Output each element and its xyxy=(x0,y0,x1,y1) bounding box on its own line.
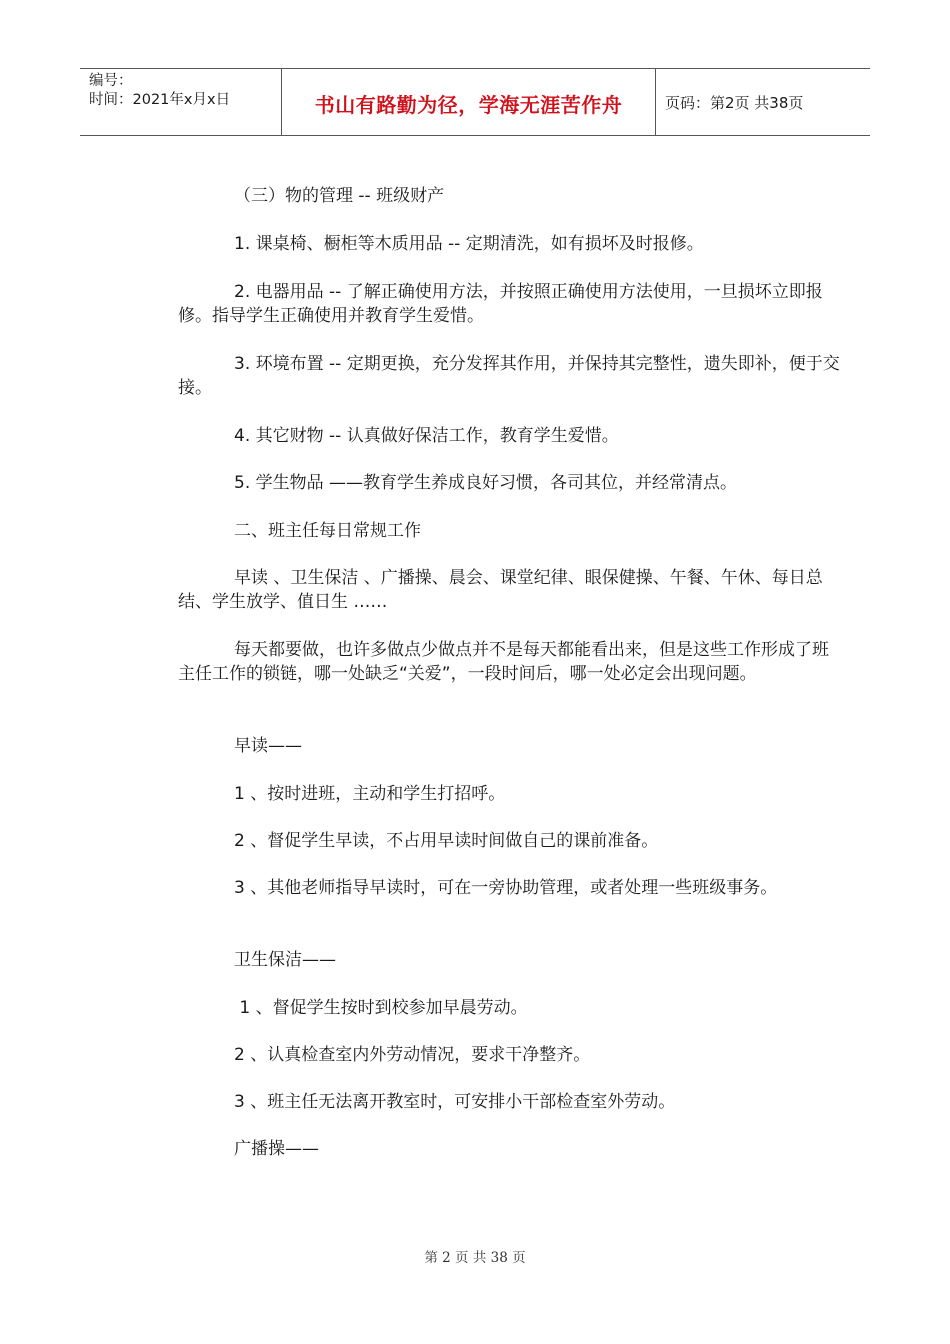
header-motto-cell xyxy=(282,69,656,135)
list-item: 1 、督促学生按时到校参加早晨劳动。 xyxy=(234,998,528,1018)
header-page-info: 页码：第2页 共38页 xyxy=(665,93,804,112)
paragraph: 1. 课桌椅、橱柜等木质用品 -- 定期清洗，如有损坏及时报修。 xyxy=(234,234,704,254)
paragraph: 早读 、卫生保洁 、广播操、晨会、课堂纪律、眼保健操、午餐、午休、每日总结、学生放学、值日生 …… xyxy=(178,568,823,612)
subheading: 早读—— xyxy=(234,736,302,756)
subheading: 卫生保洁—— xyxy=(234,950,336,970)
document-time-label: 时间：2021年x月x日 xyxy=(89,92,231,108)
paragraph: 2. 电器用品 -- 了解正确使用方法，并按照正确使用方法使用，一旦损坏立即报修。指导学生正确使用并教育学生爱惜。 xyxy=(178,282,823,326)
paragraph: 3. 环境布置 -- 定期更换，充分发挥其作用，并保持其完整性，遗失即补，便于交接。 xyxy=(178,354,840,398)
section-heading: 二、班主任每日常规工作 xyxy=(234,521,421,541)
list-item: 3 、其他老师指导早读时，可在一旁协助管理，或者处理一些班级事务。 xyxy=(234,878,778,898)
list-item: 1 、按时进班，主动和学生打招呼。 xyxy=(234,784,506,804)
subheading: 广播操—— xyxy=(234,1139,319,1159)
page-header xyxy=(80,68,870,136)
header-page-info-cell xyxy=(656,69,870,135)
header-motto: 书山有路勤为径，学海无涯苦作舟 xyxy=(314,92,623,117)
list-item: 3 、班主任无法离开教室时，可安排小干部检查室外劳动。 xyxy=(234,1092,676,1112)
list-item: 2 、督促学生早读，不占用早读时间做自己的课前准备。 xyxy=(234,831,659,851)
paragraph: 5. 学生物品 ——教育学生养成良好习惯，各司其位，并经常清点。 xyxy=(234,473,738,493)
paragraph: 每天都要做，也许多做点少做点并不是每天都能看出来，但是这些工作形成了班主任工作的锁链，哪一处缺乏“关爱”，一段时间后，哪一处必定会出现问题。 xyxy=(178,640,829,684)
document-number-label: 编号： xyxy=(89,73,133,89)
paragraph: 4. 其它财物 -- 认真做好保洁工作，教育学生爱惜。 xyxy=(234,426,619,446)
list-item: 2 、认真检查室内外劳动情况，要求干净整齐。 xyxy=(234,1045,591,1065)
page-footer: 第 2 页 共 38 页 xyxy=(424,1250,526,1266)
header-meta xyxy=(80,69,282,135)
section-heading: （三）物的管理 -- 班级财产 xyxy=(234,186,445,206)
